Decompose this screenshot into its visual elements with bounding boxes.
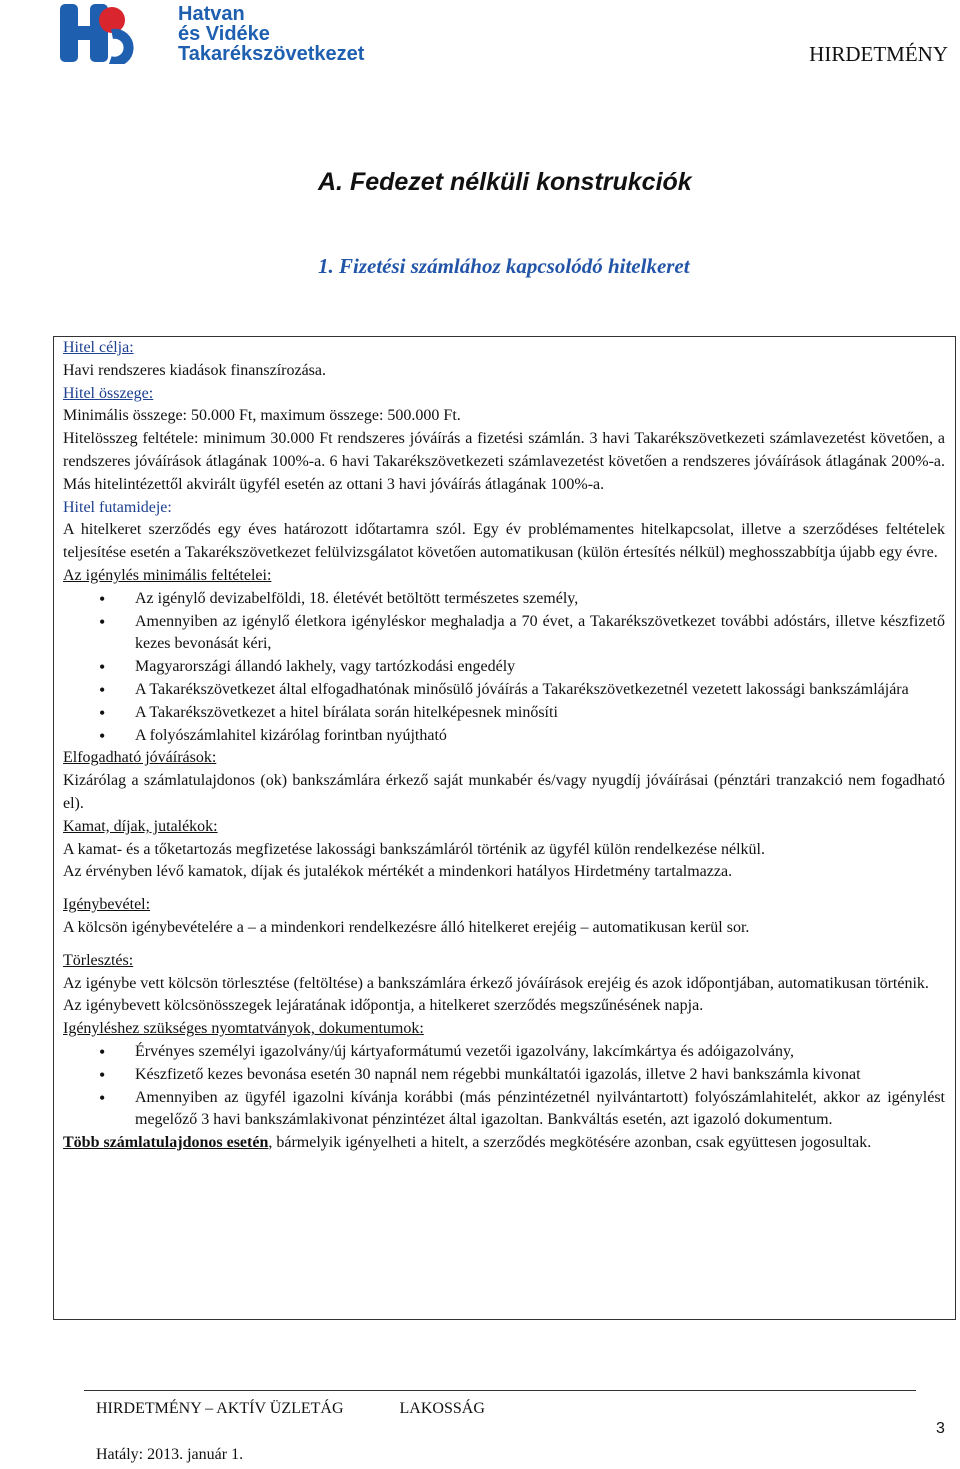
document-type: HIRDETMÉNY	[809, 42, 948, 66]
list-item: • A Takarékszövetkezet a hitel bírálata során hitelképesnek minősíti	[63, 702, 945, 725]
text-igenybevetel: A kölcsön igénybevételére a – a mindenkori rendelkezésre álló hitelkeret erejéig – automatikusan kerül sor.	[63, 918, 750, 936]
heading-dokumentumok: Igényléshez szükséges nyomtatványok, dokumentumok:	[63, 1020, 424, 1038]
list-item: • Magyarországi állandó lakhely, vagy tartózkodási engedély	[63, 656, 945, 679]
text-hitelosszeg-feltetele: Hitelösszeg feltétele: minimum 30.000 Ft rendszeres jóváírás a fizetési számlán. 3 havi Takarékszövetkezeti számlavezetést követően, a rendszeres jóváírások átlagának 100%-a. 6 havi Takarékszövetkezeti számlavezetést követően a rendszeres jóváírások átlagának 200%-a. Más hitelintézettől akvirált ügyfél esetén az ottani 3 havi jóváírás átlagának 100%-a.	[63, 430, 945, 493]
heading-tobb-szamlatulajdonos: Több számlatulajdonos esetén	[63, 1134, 269, 1152]
logo-mark-icon	[60, 4, 172, 64]
footer-title	[96, 1400, 485, 1418]
text-torlesztes-2: Az igénybevett kölcsönösszegek lejáratának időpontja, a hitelkeret szerződés megszűnésének napja.	[63, 997, 704, 1015]
footer-left: HIRDETMÉNY – AKTÍV ÜZLETÁG	[96, 1400, 344, 1417]
bank-logo	[60, 3, 365, 65]
list-item: • A Takarékszövetkezet által elfogadhatónak minősülő jóváírás a Takarékszövetkezetnél vezetett lakossági bankszámlájára	[63, 679, 945, 702]
text-kamat-2: Az érvényben lévő kamatok, díjak és jutalékok mértékét a mindenkori hatályos Hirdetmény tartalmazza.	[63, 863, 733, 881]
logo-line-2: és Vidéke	[178, 23, 270, 45]
footer-date: Hatály: 2013. január 1.	[96, 1446, 244, 1463]
heading-kamat-dijak: Kamat, díjak, jutalékok:	[63, 817, 218, 835]
list-item: • Érvényes személyi igazolvány/új kártyaformátumú vezetői igazolvány, lakcímkártya és adóigazolvány,	[63, 1041, 945, 1064]
content	[63, 337, 945, 1155]
list-item: • Amennyiben az igénylő életkora igényléskor meghaladja a 70 évet, a Takarékszövetkezet további adóstárs, illetve készfizető kezes bevonását kéri,	[63, 611, 945, 657]
logo-line-3: Takarékszövetkezet	[178, 43, 365, 65]
footer-right: LAKOSSÁG	[399, 1400, 485, 1417]
list-item: • Amennyiben az ügyfél igazolni kívánja korábbi (más pénzintézetnél nyilvántartott) folyószámlahitelét, akkor az igénylést megelőző 3 havi bankszámlakivonat pénzintézet által igazoltan. Bankváltás esetén, azt igazoló dokumentum.	[63, 1087, 945, 1133]
heading-igenyles-feltetelei: Az igénylés minimális feltételei:	[63, 566, 272, 584]
heading-hitel-osszege: Hitel összege:	[63, 384, 154, 402]
heading-igenybevetel: Igénybevétel:	[63, 896, 151, 914]
heading-elfogadhato-jovairasok: Elfogadható jóváírások:	[63, 749, 217, 767]
logo-line-1: Hatvan	[178, 3, 245, 25]
text-tobb-szamlatulajdonos: , bármelyik igényelheti a hitelt, a szerződés megkötésére azonban, csak együttesen jogosultak.	[268, 1134, 872, 1152]
list-item: • A folyószámlahitel kizárólag forintban nyújtható	[63, 725, 945, 748]
text-kamat-1: A kamat- és a tőketartozás megfizetése lakossági bankszámláról történik az ügyfél külön rendelkezése nélkül.	[63, 840, 765, 858]
heading-hitel-futamideje: Hitel futamideje:	[63, 498, 172, 516]
section-title-1: 1. Fizetési számlához kapcsolódó hitelkeret	[318, 254, 690, 278]
text-elfogadhato-jovairasok: Kizárólag a számlatulajdonos (ok) bankszámlára érkező saját munkabér és/vagy nyugdíj jóváírásai (pénztári tranzakció nem fogadható el).	[63, 772, 945, 812]
text-hitel-futamideje: A hitelkeret szerződés egy éves határozott időtartamra szól. Egy év problémamentes hitelkapcsolat, illetve a szerződéses feltételek teljesítése esetén a Takarékszövetkezet felülvizsgálatot követően automatikusan (külön értesítés nélkül) meghosszabbítja újabb egy évre.	[63, 521, 945, 562]
section-title-a: A. Fedezet nélküli konstrukciók	[318, 168, 692, 196]
text-hitel-celja: Havi rendszeres kiadások finanszírozása.	[63, 361, 326, 379]
page-number: 3	[936, 1420, 945, 1437]
footer-divider	[84, 1390, 916, 1391]
heading-torlesztes: Törlesztés:	[63, 951, 134, 969]
text-torlesztes-1: Az igénybe vett kölcsön törlesztése (feltöltése) a bankszámlára érkező jóváírások erejéig és azok időpontjában, automatikusan történik.	[63, 974, 929, 992]
list-item: • Készfizető kezes bevonása esetén 30 napnál nem régebbi munkáltatói igazolás, illetve 2 havi bankszámla kivonat	[63, 1064, 945, 1087]
list-item: • Az igénylő devizabelföldi, 18. életévét betöltött természetes személy,	[63, 588, 945, 611]
list-igenyles-feltetelei	[63, 588, 945, 748]
list-dokumentumok	[63, 1041, 945, 1132]
heading-hitel-celja: Hitel célja:	[63, 339, 134, 356]
logo-wordmark	[178, 4, 364, 64]
text-hitel-osszege: Minimális összege: 50.000 Ft, maximum összege: 500.000 Ft.	[63, 407, 461, 425]
